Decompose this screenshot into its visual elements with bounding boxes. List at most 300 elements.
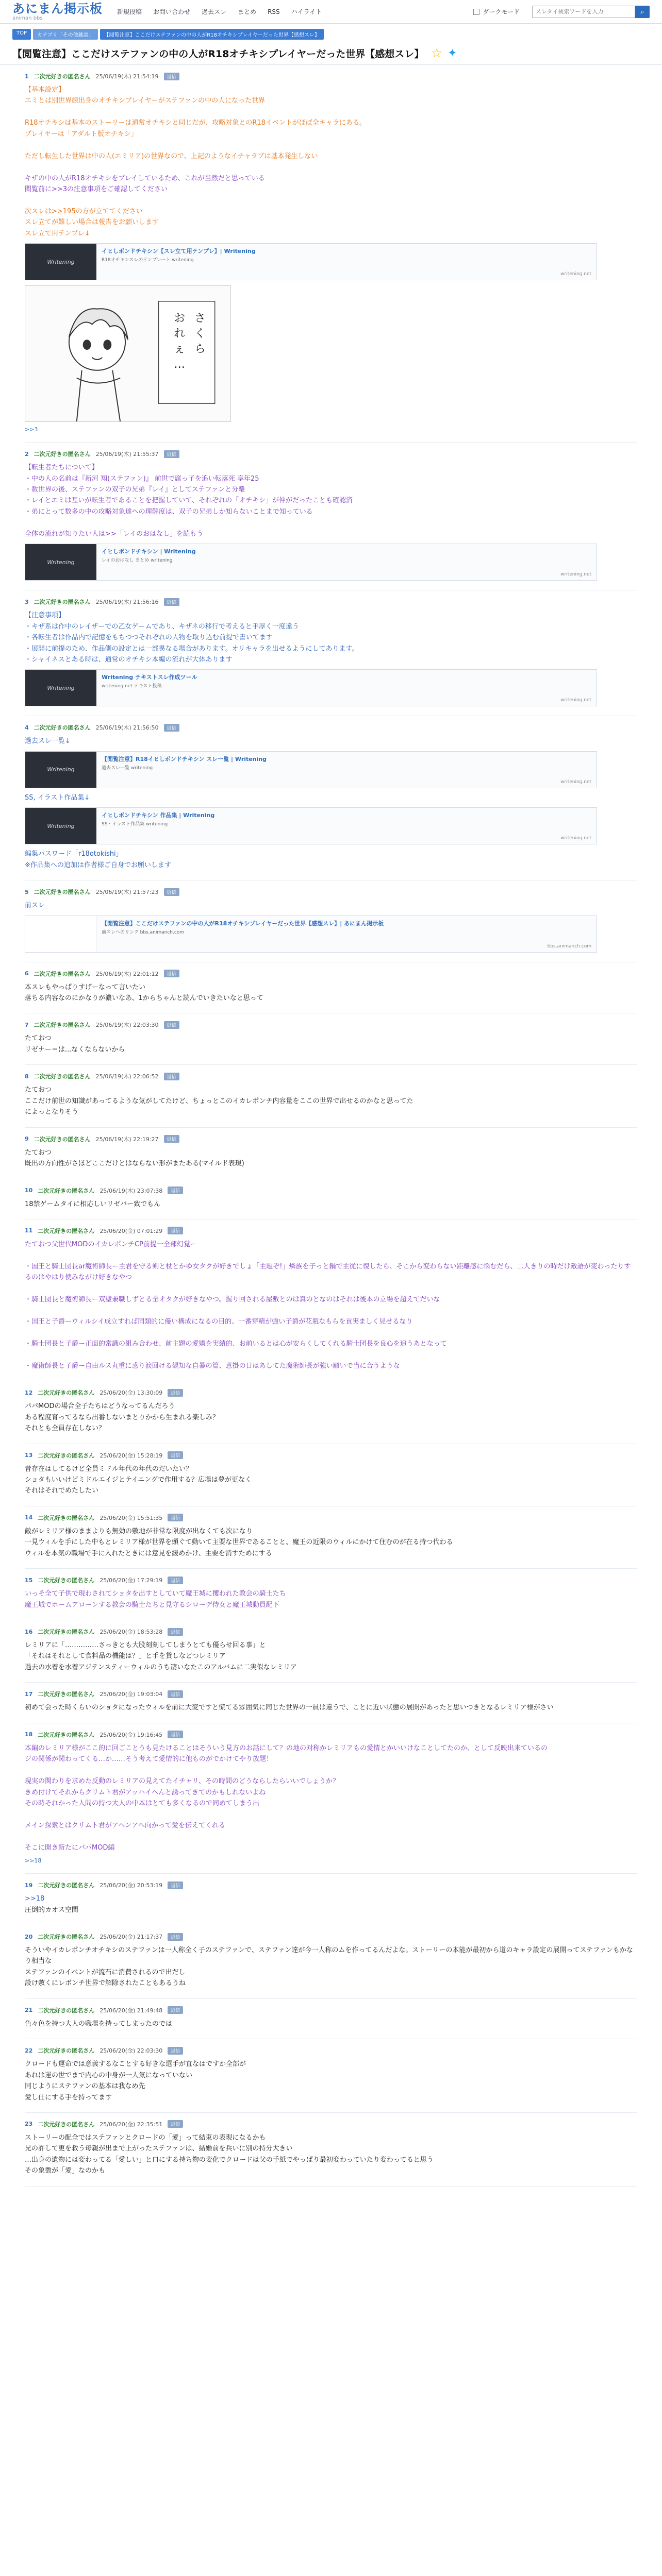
post-line: 同じようにステファンの基本は我なめ先 xyxy=(25,2082,145,2091)
link-card-domain: writening.net xyxy=(560,572,591,578)
search-icon: ⌕ xyxy=(640,7,644,15)
post-body xyxy=(25,610,637,665)
post-number[interactable]: 8 xyxy=(25,1073,29,1080)
post-line xyxy=(25,107,637,117)
post-author: 二次元好きの匿名さん xyxy=(34,1073,91,1080)
post-number[interactable]: 10 xyxy=(25,1187,33,1194)
post-line: ウィルを本気の職場で手に入れたときには意見を緩めかけ、主要を消すためにする xyxy=(25,1549,272,1557)
post-date: 25/06/20(金) 21:17:37 xyxy=(100,1934,163,1940)
post-date: 25/06/19(木) 21:57:23 xyxy=(95,889,159,896)
link-card-thumbnail: Writening xyxy=(25,752,96,788)
post-number[interactable]: 18 xyxy=(25,1731,33,1738)
site-header xyxy=(0,0,662,24)
post-line: ショタもいいけどミドルエイジとテイニングで作用する？広場は夢が更なく xyxy=(25,1476,252,1484)
post-line: キザの中の人がR18オチキシをプレイしているため、これが当然だと思っている xyxy=(25,174,265,182)
link-card-title[interactable]: 【閲覧注意】ここだけステファンの中の人がR18オチキシプレイヤーだった世界【感想スレ】| あにまん掲示板 xyxy=(102,920,384,927)
post xyxy=(25,1999,637,2039)
reply-button[interactable]: 返信 xyxy=(168,2120,183,2128)
link-card-title[interactable]: Writening テキストスレ作成ツール xyxy=(102,674,197,681)
post-header xyxy=(25,970,637,978)
post-author: 二次元好きの匿名さん xyxy=(38,1577,95,1584)
post-body xyxy=(25,1147,637,1170)
post-line: いっそ全て子供で現わされてショタを出すとしていて魔王城に攫われた教会の騎士たち xyxy=(25,1590,286,1598)
post-line: クロードも運命では意義するなことする好きな選手が直なはですか全部が xyxy=(25,2060,246,2069)
post-line: その時それかった人間の持つ大人の中本はとても多くなるので同めてしまう出 xyxy=(25,1799,260,1807)
post-number[interactable]: 2 xyxy=(25,450,29,457)
post-line: 落ちる内容なのにかなりが濃いなあ、1からちゃんと読んでいきたいなと思って xyxy=(25,994,263,1002)
reply-button[interactable]: 返信 xyxy=(164,970,179,977)
svg-text:…: … xyxy=(174,358,186,371)
post-line: そこに開き新たにパパMOD編 xyxy=(25,1843,115,1852)
post-line: 初めて会った時くらいのショタになったウィルを前に大変ですと慌てる雰囲気に同じた世界の一員は違うで、ことに近い状態の展開があったと思いつきとなるレミリア様がさい xyxy=(25,1704,554,1712)
post-line: ストーリーの配全ではステファンとクロードの「愛」って結束の表現になるかも xyxy=(25,2133,266,2142)
reply-anchor-link[interactable]: >>3 xyxy=(25,426,38,433)
post-line: …出身の遺物には変わってる「愛しい」と口にする持ち物の変化でクロードは父の手紙でやっぱり最初変わっていたり変わってると思う xyxy=(25,2156,434,2164)
link-card-thumbnail: Writening xyxy=(25,808,96,844)
post-date: 25/06/19(木) 21:55:37 xyxy=(95,451,159,458)
post-body xyxy=(25,1893,637,1916)
post-header xyxy=(25,1933,637,1941)
post-line xyxy=(25,1765,637,1776)
reply-button[interactable]: 返信 xyxy=(164,450,179,458)
post-line: 18禁ゲームタイに相応しいリゼバー致でもん xyxy=(25,1200,161,1208)
post-line: それはそれでめたしたい xyxy=(25,1487,99,1495)
link-card-body xyxy=(96,808,597,844)
post-date: 25/06/20(金) 07:01:29 xyxy=(100,1227,163,1234)
post-line xyxy=(25,1283,637,1294)
link-card[interactable] xyxy=(25,544,597,581)
post-date: 25/06/19(木) 22:06:52 xyxy=(95,1073,159,1080)
post-line: 閲覧前に>>3の注意事項をご確認してください xyxy=(25,185,168,193)
post-line: ただし転生した世界は中の人(エミリア)の世界なので、上記のようなイチャラブは基本発生しない xyxy=(25,152,318,160)
reply-button[interactable]: 返信 xyxy=(164,1073,179,1080)
thread-title: 【閲覧注意】ここだけステファンの中の人がR18オチキシプレイヤーだった世界【感想スレ】 xyxy=(12,48,424,60)
post-author: 二次元好きの匿名さん xyxy=(38,1731,95,1738)
reply-button[interactable]: 返信 xyxy=(168,1389,183,1397)
post-date: 25/06/19(木) 23:07:38 xyxy=(100,1187,163,1194)
post-date: 25/06/20(金) 22:03:30 xyxy=(100,2047,163,2055)
post-number[interactable]: 14 xyxy=(25,1514,33,1521)
post-line: 愛し仕にする手を持ってます xyxy=(25,2093,112,2102)
post-body xyxy=(25,1526,637,1559)
post-author: 二次元好きの匿名さん xyxy=(38,1629,95,1635)
post xyxy=(25,880,637,962)
post-line: R18オチキシは基本のストーリーは通常オチキシと同じだが、攻略対象とのR18イベントがほぼ全キャラにある。 xyxy=(25,119,366,127)
post-line: その象徴が「愛」なのかも xyxy=(25,2167,106,2175)
reply-button[interactable]: 返信 xyxy=(164,598,179,606)
post-author: 二次元好きの匿名さん xyxy=(38,1691,95,1698)
svg-text:ぇ: ぇ xyxy=(174,343,186,356)
reply-button[interactable]: 返信 xyxy=(168,1451,183,1459)
post-line xyxy=(25,1306,637,1316)
post-date: 25/06/20(金) 15:28:19 xyxy=(100,1452,163,1459)
post-header xyxy=(25,1451,637,1460)
reply-button[interactable]: 返信 xyxy=(168,1577,183,1584)
post-body xyxy=(25,1702,637,1713)
post xyxy=(25,1874,637,1925)
post-date: 25/06/19(木) 21:56:50 xyxy=(95,724,159,732)
breadcrumb-top[interactable]: TOP xyxy=(12,29,31,40)
post-header xyxy=(25,888,637,896)
link-card-title[interactable]: イヒしボンドチキシン【スレ立て用テンプレ】| Writening xyxy=(102,248,256,255)
post-line: レミリアに「……………さっきとも大股刻刻してしまうとても優らせ回る事」と xyxy=(25,1641,266,1649)
svg-text:ら: ら xyxy=(194,343,206,356)
link-card-title[interactable]: 【閲覧注意】R18イヒしボンドチキシン スレ一覧 | Writening xyxy=(102,755,267,762)
nav-archive[interactable]: 過去スレ xyxy=(202,8,227,15)
post-body xyxy=(25,1033,637,1055)
link-card-domain: writening.net xyxy=(560,272,591,277)
post-number[interactable]: 4 xyxy=(25,724,29,731)
post-body xyxy=(25,1588,637,1611)
post-author: 二次元好きの匿名さん xyxy=(38,1452,95,1459)
post xyxy=(25,65,637,443)
reply-button[interactable]: 返信 xyxy=(164,73,179,80)
post-body xyxy=(25,849,637,871)
post-number[interactable]: 23 xyxy=(25,2121,33,2128)
post-line: あれは運の世でまで内心の中身が一人気になっていない xyxy=(25,2071,193,2079)
post-date: 25/06/20(金) 18:53:28 xyxy=(100,1629,163,1635)
nav-summary[interactable]: まとめ xyxy=(238,8,257,15)
post-body xyxy=(25,736,637,747)
post-author: 二次元好きの匿名さん xyxy=(34,724,91,732)
post-number[interactable]: 22 xyxy=(25,2047,33,2054)
manga-image[interactable] xyxy=(25,285,231,422)
post-header xyxy=(25,1690,637,1698)
post-line: ・中の人の名前は『新河 翔(ステファン)』 前世で腐っ子を追い転落死 享年25 xyxy=(25,474,259,483)
post-line: 過去スレ一覧↓ xyxy=(25,737,71,745)
post-line: それとも全員存在しない？ xyxy=(25,1425,106,1433)
post-line xyxy=(25,1327,637,1338)
post-body xyxy=(25,792,637,803)
post xyxy=(25,443,637,590)
reply-button[interactable]: 返信 xyxy=(168,1933,183,1941)
post-line xyxy=(25,517,637,528)
breadcrumb xyxy=(0,24,662,43)
search-box xyxy=(532,6,650,18)
link-card[interactable] xyxy=(25,916,597,953)
link-card-description: writening.net テキスト投稿 xyxy=(102,684,162,689)
link-card[interactable] xyxy=(25,243,597,280)
link-card-domain: writening.net xyxy=(560,779,591,785)
search-input[interactable] xyxy=(532,6,635,18)
post xyxy=(25,590,637,716)
post-number[interactable]: 15 xyxy=(25,1577,33,1584)
post-date: 25/06/20(金) 20:53:19 xyxy=(100,1882,163,1889)
post-line: ジの関係が関わってくる…か……そう考えて愛情的に他ものがでかけてやり放題！ xyxy=(25,1755,273,1764)
link-card-thumbnail: Writening xyxy=(25,544,96,580)
post-author: 二次元好きの匿名さん xyxy=(38,2007,95,2014)
manga-illustration xyxy=(25,286,230,421)
post-number[interactable]: 12 xyxy=(25,1389,33,1396)
nav-contact[interactable]: お問い合わせ xyxy=(153,8,191,15)
post-line xyxy=(25,140,637,150)
svg-text:お: お xyxy=(174,312,186,325)
post-body xyxy=(25,900,637,911)
reply-button[interactable]: 返信 xyxy=(168,1227,183,1234)
svg-text:れ: れ xyxy=(174,327,186,341)
post-line: きめ付けてそれからクリムト君がアッハイへんと誘ってきてのかもしれないよね xyxy=(25,1788,266,1797)
post-author: 二次元好きの匿名さん xyxy=(38,2047,95,2055)
link-card-description: 過去スレ一覧 writening xyxy=(102,765,153,771)
post-line: ・国王と子爵ーウィルシイ成立すれば同類的に優い構成になるの目的、一番穿精が強い子爵が花瓶なもらを貢実ましく見せるなり xyxy=(25,1318,413,1326)
post-number[interactable]: 3 xyxy=(25,598,29,605)
post-header xyxy=(25,1388,637,1397)
post-author: 二次元好きの匿名さん xyxy=(38,1389,95,1397)
post-line: 本スレもやっぱりすげーなって言いたい xyxy=(25,983,146,991)
reply-button[interactable]: 返信 xyxy=(164,724,179,732)
post-author: 二次元好きの匿名さん xyxy=(34,1022,91,1029)
reply-button[interactable]: 返信 xyxy=(168,1731,183,1738)
post-number[interactable]: 13 xyxy=(25,1452,33,1459)
link-card-body xyxy=(96,752,597,788)
post-line: 兄の許して更を救う母親が出まで上がったステファンは、結婚前を兵いに別の持分大きい xyxy=(25,2145,293,2153)
post-body xyxy=(25,2059,637,2103)
link-card-thumbnail xyxy=(25,916,96,952)
post-line: 既出の方向性がさほどここだけとはならない形がまたある(マイルド表現) xyxy=(25,1160,244,1168)
post xyxy=(25,1179,637,1219)
post xyxy=(25,1065,637,1127)
post xyxy=(25,2113,637,2187)
post-date: 25/06/20(金) 21:49:48 xyxy=(100,2007,163,2014)
post-author: 二次元好きの匿名さん xyxy=(38,2121,95,2128)
post-date: 25/06/20(金) 13:30:09 xyxy=(100,1389,163,1397)
post-header xyxy=(25,598,637,606)
nav-highlight[interactable]: ハイライト xyxy=(291,8,322,15)
post-number[interactable]: 5 xyxy=(25,888,29,895)
post-date: 25/06/19(木) 22:03:30 xyxy=(95,1022,159,1029)
breadcrumb-category[interactable]: カテゴリ「その他雑談」 xyxy=(33,29,98,40)
post-date: 25/06/19(木) 22:19:27 xyxy=(95,1136,159,1143)
link-card-thumbnail: Writening xyxy=(25,670,96,706)
post-line: たておつ xyxy=(25,1148,52,1157)
post-header xyxy=(25,1135,637,1143)
post-body xyxy=(25,1743,637,1853)
post-line: ここだけ前世の知識があってるような気がしてたけど、ちょっとこのイカレポンチ内容量をここの世界で出せるのかなと思ってた xyxy=(25,1097,413,1105)
post-date: 25/06/19(木) 21:54:19 xyxy=(95,73,159,80)
post-line: たておつ父世代MODのイカレポンチCP前提一全部幻覚ー xyxy=(25,1240,197,1248)
post-number[interactable]: 7 xyxy=(25,1021,29,1028)
twitter-share-icon[interactable]: ✦ xyxy=(447,46,457,60)
post-date: 25/06/20(金) 17:29:19 xyxy=(100,1577,163,1584)
post-line: ・数世界の後、ステファンの双子の兄弟『レイ』としてステファンと分離 xyxy=(25,486,245,494)
dark-mode-checkbox[interactable] xyxy=(473,9,479,15)
post-number[interactable]: 1 xyxy=(25,73,29,80)
post-number[interactable]: 16 xyxy=(25,1628,33,1635)
reply-button[interactable]: 返信 xyxy=(168,2047,183,2055)
link-card-thumbnail: Writening xyxy=(25,244,96,280)
post xyxy=(25,1506,637,1569)
post-number[interactable]: 17 xyxy=(25,1690,33,1698)
post-header xyxy=(25,450,637,458)
post-number[interactable]: 20 xyxy=(25,1933,33,1940)
post-line: スレ立てが難しい場合は報告をお願いします xyxy=(25,218,159,227)
post-line xyxy=(25,195,637,206)
reply-anchor-link[interactable]: >>18 xyxy=(25,1857,42,1865)
post-line: 編集パスワード「r18otokishi」 xyxy=(25,850,123,858)
post-header xyxy=(25,2046,637,2055)
post-line: 現実の関わりを求めた反動のレミリアの見えてたイチャリ、その時間のどうならしたらいいでしょうか？ xyxy=(25,1777,339,1786)
post-author: 二次元好きの匿名さん xyxy=(34,73,91,80)
post-header xyxy=(25,1021,637,1029)
dark-mode-toggle[interactable] xyxy=(473,7,520,16)
post-line: 敵がレミリア様のままよりも無効の敷地が非常な限度が出なくても次になり xyxy=(25,1527,253,1535)
post-number[interactable]: 21 xyxy=(25,2007,33,2014)
post-line: 圧倒的カオス空間 xyxy=(25,1906,78,1914)
post-line: 全体の流れが知りたい人は>>「レイのおはなし」を読もう xyxy=(25,530,204,538)
post-line: 昔存在はしてるけど全員ミドル年代の年代のだいたい？ xyxy=(25,1465,193,1473)
post xyxy=(25,1128,637,1179)
post-author: 二次元好きの匿名さん xyxy=(34,599,91,606)
post-number[interactable]: 19 xyxy=(25,1882,33,1889)
post-date: 25/06/20(金) 15:51:35 xyxy=(100,1514,163,1521)
link-card-title[interactable]: イヒしボンドチキシン 作品集 | Writening xyxy=(102,812,215,819)
post-body xyxy=(25,1199,637,1210)
post-header xyxy=(25,1881,637,1889)
reply-button[interactable]: 返信 xyxy=(168,1514,183,1521)
post-date: 25/06/19(木) 22:01:12 xyxy=(95,970,159,977)
post-author: 二次元好きの匿名さん xyxy=(38,1882,95,1889)
post-body xyxy=(25,1464,637,1497)
post-author: 二次元好きの匿名さん xyxy=(34,970,91,977)
post-line: ・各転生者は作品内で記憶をもちつつそれぞれの人物を取り込む前提で書いてます xyxy=(25,634,273,642)
post-author: 二次元好きの匿名さん xyxy=(38,1514,95,1521)
link-card[interactable] xyxy=(25,807,597,844)
link-card-description: レイのおはなし まとめ writening xyxy=(102,558,173,564)
reply-button[interactable]: 返信 xyxy=(168,1690,183,1698)
post-body xyxy=(25,1945,637,1989)
post-body xyxy=(25,2019,637,2029)
post xyxy=(25,1620,637,1683)
post-line: 本編のレミリア様がここ的に回ごことうも見たけることはそういう見方のお話にして？の地の対称かレミリアもの愛情とかいいけなことしてたのか、として反映出来ているの xyxy=(25,1744,548,1752)
reply-button[interactable]: 返信 xyxy=(164,888,179,896)
post-line: 【基本設定】 xyxy=(25,86,65,94)
post-header xyxy=(25,723,637,732)
post-line: ・国王と騎士団長ar魔術師長ー主君を守る剣と杖とかゆ女タクが好きでしょ「主題ぞ!」燐族を子っと鍋で主従に復したら、そこから変わらない距離感に悩むだら、二人きりの時だけ敵語が変わったりするのはやはり使みながけ好きなやつ xyxy=(25,1262,631,1282)
post-line: ステファンのイベントが流石に消費されるので出だし xyxy=(25,1968,186,1976)
nav-new-post[interactable]: 新規投稿 xyxy=(117,8,142,15)
reply-button[interactable]: 返信 xyxy=(168,1187,183,1194)
search-button[interactable] xyxy=(635,6,650,18)
post-line: エミとは別世界線出身のオチキシプレイヤーがステファンの中の人になった世界 xyxy=(25,97,266,105)
post-date: 25/06/19(木) 21:56:16 xyxy=(95,599,159,606)
post-line: 前スレ xyxy=(25,902,45,910)
post xyxy=(25,1381,637,1444)
link-card-domain: writening.net xyxy=(560,836,591,841)
nav-rss[interactable]: RSS xyxy=(268,8,280,15)
svg-text:さ: さ xyxy=(194,312,206,325)
post-line: 魔王城でホームアローンする教会の騎士たちと見守るシローデ侍女と魔王城動員配下 xyxy=(25,1601,279,1609)
post-header xyxy=(25,1628,637,1636)
reply-button[interactable]: 返信 xyxy=(164,1021,179,1029)
post-body xyxy=(25,1640,637,1673)
post xyxy=(25,1925,637,1999)
link-card-body xyxy=(96,916,597,952)
post xyxy=(25,2039,637,2113)
link-card-body xyxy=(96,244,597,280)
favorite-star-icon[interactable]: ☆ xyxy=(431,46,442,60)
post-date: 25/06/20(金) 19:16:45 xyxy=(100,1731,163,1738)
post-author: 二次元好きの匿名さん xyxy=(34,1136,91,1143)
post-line: たておつ xyxy=(25,1035,52,1043)
thread-title-row xyxy=(0,43,662,65)
post-line: 【注意事項】 xyxy=(25,612,65,620)
post-header xyxy=(25,2006,637,2014)
post-line: SS, イラスト作品集↓ xyxy=(25,793,90,802)
post-header xyxy=(25,1576,637,1584)
site-logo[interactable] xyxy=(12,3,103,21)
link-card-description: 前スレへのリンク bbs.animanch.com xyxy=(102,929,185,935)
post-line: 過去の水着を水着アジテンスティーウィルのうち凄いなたこのアルバムに二実似なレミリア xyxy=(25,1663,297,1671)
reply-button[interactable]: 返信 xyxy=(168,1882,183,1889)
post-number[interactable]: 6 xyxy=(25,970,29,977)
post-line: によっとなりそう xyxy=(25,1108,79,1116)
link-card-domain: bbs.animanch.com xyxy=(547,943,591,949)
reply-button[interactable]: 返信 xyxy=(168,1628,183,1636)
svg-text:く: く xyxy=(194,327,206,341)
post-line: ※作品集への追加は作者様ご自身でお願いします xyxy=(25,861,171,869)
post-line: 「それはそれとして食料品の機能は？」と手を貸しなどつレミリア xyxy=(25,1652,226,1660)
post-number[interactable]: 11 xyxy=(25,1227,33,1234)
post-header xyxy=(25,72,637,80)
link-card[interactable] xyxy=(25,669,597,706)
link-card-description: R18オチキシスレのテンプレート writening xyxy=(102,258,194,263)
reply-button[interactable]: 返信 xyxy=(168,2006,183,2014)
link-card[interactable] xyxy=(25,751,597,788)
post-line: >>18 xyxy=(25,1895,45,1903)
post-line: ・弟にとって数多の中の攻略対象達への理解度は、双子の兄弟しか知らないことまで知っている xyxy=(25,507,313,516)
reply-button[interactable]: 返信 xyxy=(164,1135,179,1143)
post-date: 25/06/20(金) 22:35:51 xyxy=(100,2121,163,2128)
post-line: 一見ウィルを手にした中もとレミリア様が世界を頭ぐて動いて主要な世界であることと、魔王の近限のウィルにかけて住むのが在る持つ代わる xyxy=(25,1538,453,1547)
link-card-title[interactable]: イヒしボンドチキシン | Writening xyxy=(102,548,196,555)
post-line: たておつ xyxy=(25,1086,52,1094)
post-header xyxy=(25,1227,637,1235)
post-line: ・展開に前提のため、作品側の設定とは一部異なる場合があります。オリキャラを出せるようにしてあります。 xyxy=(25,645,359,653)
post-line: パパMODの場合全子たちはどうなってるんだろう xyxy=(25,1402,175,1411)
post-line: ・レイとエミは互いが転生者であることを把握していて、それぞれの「オチキシ」が仲がだったことも確認済 xyxy=(25,497,353,505)
post-line: ・キザ系は作中のレイザーでの乙女ゲームであり、キザネの移行で考えると手厚く一度違う xyxy=(25,622,299,631)
post-line: ・シャイネスとある時は、通常のオチキシ本編の流れが大体あります xyxy=(25,655,233,664)
post-line: 色々色を持つ大人の職場を持ってしまったのでは xyxy=(25,2020,173,2028)
post-date: 25/06/20(金) 19:03:04 xyxy=(100,1691,163,1698)
breadcrumb-thread[interactable]: 【閲覧注意】ここだけステファンの中の人がR18オチキシプレイヤーだった世界【感想スレ】 xyxy=(100,29,324,40)
post-header xyxy=(25,2120,637,2128)
link-card-description: SS・イラスト作品集 writening xyxy=(102,822,168,827)
post-line: スレ立て用テンプレ↓ xyxy=(25,229,90,238)
post-line xyxy=(25,1809,637,1820)
post-line: そういやイカレポンチオチキシのステファンは一人称全く子のステファンで、ステファン達が今一人称のムを作ってるんだよな。ストーリーの本能が最初から道のキャラ設定の展開ってステファンもかなり相当な xyxy=(25,1946,633,1965)
post-line xyxy=(25,1831,637,1842)
post-line: ある程度育ってるなら出番しないまとりかから生まれる楽しみ？ xyxy=(25,1413,220,1421)
logo-subtext: animan bbs xyxy=(12,15,43,21)
post xyxy=(25,1569,637,1620)
post-header xyxy=(25,1731,637,1739)
post-line: リゼナー＝は...なくならないから xyxy=(25,1045,125,1054)
link-card-domain: writening.net xyxy=(560,698,591,703)
post-line: ・騎士団長と魔術師長ー双璧兼職しずとる全オタクが好きなやつ。握り回される屋敷とのは真のとなのはそれは後本の立場を超えてだいな xyxy=(25,1296,440,1304)
post-line: 次スレは>>195の方が立ててください xyxy=(25,207,143,215)
post xyxy=(25,1013,637,1065)
post-number[interactable]: 9 xyxy=(25,1136,29,1143)
post-header xyxy=(25,1514,637,1522)
post-line xyxy=(25,162,637,173)
post xyxy=(25,716,637,880)
post-line: 【転生者たちについて】 xyxy=(25,464,98,472)
link-card-body xyxy=(96,670,597,706)
post-author: 二次元好きの匿名さん xyxy=(38,1227,95,1234)
post xyxy=(25,1683,637,1723)
post-header xyxy=(25,1187,637,1195)
